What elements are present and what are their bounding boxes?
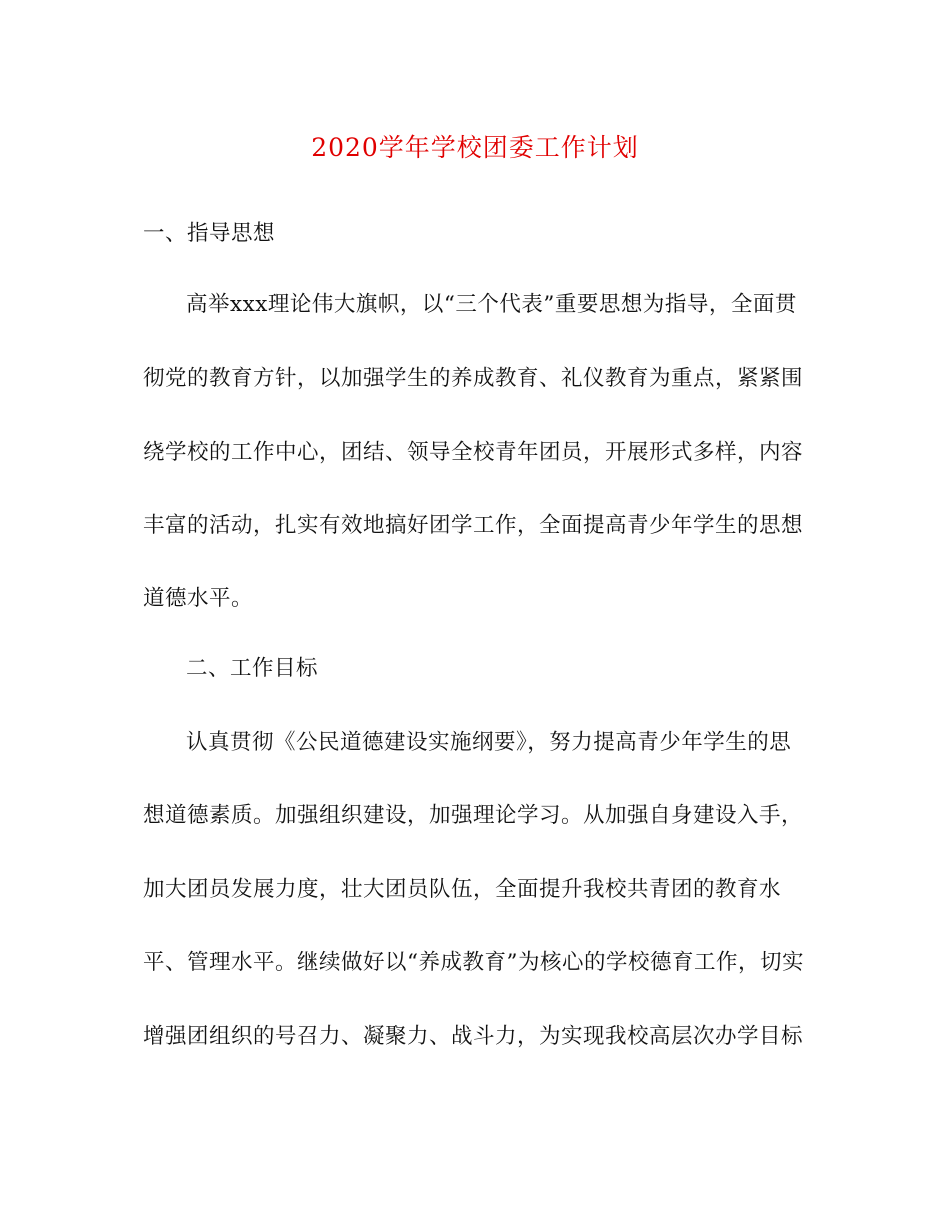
paragraph-line: 道德水平。 xyxy=(143,586,254,611)
paragraph-line: 平、管理水平。继续做好以“养成教育”为核心的学校德育工作，切实 xyxy=(143,950,804,975)
paragraph-line: 增强团组织的号召力、凝聚力、战斗力，为实现我校高层次办学目标 xyxy=(143,1024,804,1049)
paragraph-line: 想道德素质。加强组织建设，加强理论学习。从加强自身建设入手， xyxy=(143,803,804,828)
section-heading-work-goals: 二、工作目标 xyxy=(186,656,319,681)
paragraph-line: 认真贯彻《公民道德建设实施纲要》，努力提高青少年学生的思 xyxy=(186,730,792,755)
paragraph-line: 丰富的活动，扎实有效地搞好团学工作，全面提高青少年学生的思想 xyxy=(143,513,804,538)
paragraph-line: 彻党的教育方针，以加强学生的养成教育、礼仪教育为重点，紧紧围 xyxy=(143,366,804,391)
paragraph-line: 高举xxx理论伟大旗帜，以“三个代表”重要思想为指导，全面贯 xyxy=(186,292,797,317)
section-heading-guiding-ideology: 一、指导思想 xyxy=(143,221,276,246)
document-title: 2020学年学校团委工作计划 xyxy=(311,133,639,162)
paragraph-line: 绕学校的工作中心，团结、领导全校青年团员，开展形式多样，内容 xyxy=(143,440,804,465)
paragraph-line: 加大团员发展力度，壮大团员队伍，全面提升我校共青团的教育水 xyxy=(143,877,782,902)
